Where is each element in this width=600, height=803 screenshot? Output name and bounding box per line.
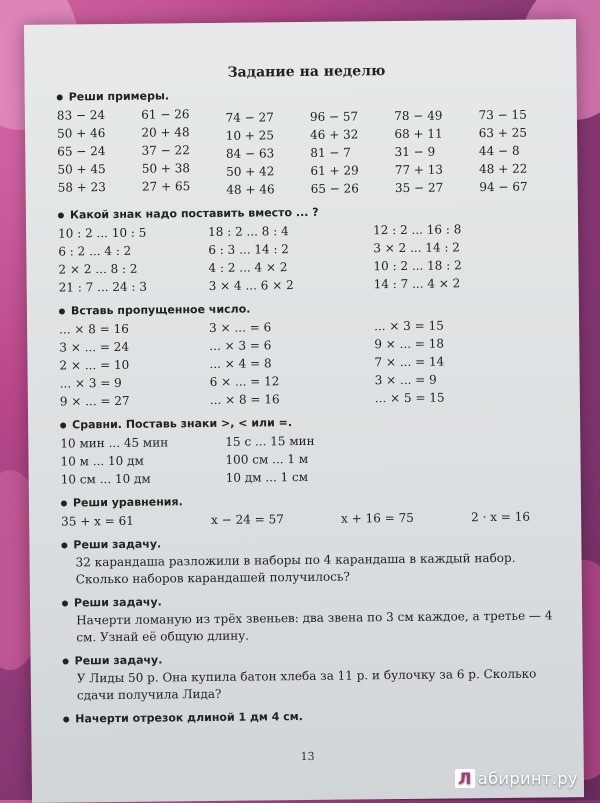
equations-row xyxy=(61,507,561,530)
watermark-logo xyxy=(455,769,578,788)
equation: ... × 3 = 15 xyxy=(374,318,444,334)
equation: ... × 8 = 16 xyxy=(59,321,129,337)
equation: 6 × ... = 12 xyxy=(209,374,280,389)
example: 84 − 63 xyxy=(225,146,275,161)
unit-comparison: 10 мин ... 45 мин xyxy=(60,435,169,451)
bullet-icon xyxy=(59,308,65,314)
unit-comparison: 10 см ... 10 дм xyxy=(60,471,151,487)
example: 94 − 67 xyxy=(479,179,528,195)
equation: 35 + x = 61 xyxy=(61,513,134,529)
bullet-icon xyxy=(63,716,69,722)
equation: ... × 3 = 6 xyxy=(209,338,272,353)
equation: ... × 4 = 8 xyxy=(209,356,272,371)
section-heading: Какой знак надо поставить вместо ... ? xyxy=(69,205,319,222)
example: 27 + 65 xyxy=(141,179,191,194)
section-heading: Реши задачу. xyxy=(73,537,162,552)
section-task-change xyxy=(63,649,563,704)
section-compare-units xyxy=(60,413,561,488)
bullet-icon xyxy=(58,213,64,219)
bullet-icon xyxy=(62,600,68,606)
equation: 3 × ... = 6 xyxy=(209,320,272,335)
bullet-icon xyxy=(61,542,67,548)
example: 10 + 25 xyxy=(225,128,275,143)
logo-text: абиринт.ру xyxy=(477,769,578,788)
equation: 9 × ... = 18 xyxy=(374,336,445,352)
equation: ... × 5 = 15 xyxy=(374,390,445,406)
example: 63 + 25 xyxy=(478,125,528,141)
task-text: Начерти ломаную из трёх звеньев: два звена по 3 см каждое, а третье — 4 см. Узнай её общую длину. xyxy=(76,608,553,645)
example: 73 − 15 xyxy=(478,107,527,123)
comparison: 6 : 2 ... 4 : 2 xyxy=(58,243,132,259)
equation: 3 × ... = 9 xyxy=(374,372,437,388)
page-title: Задание на неделю xyxy=(227,63,386,81)
missing-number-grid xyxy=(59,315,560,410)
section-missing-number xyxy=(59,299,560,410)
section-heading: Реши уравнения. xyxy=(72,495,183,510)
section-task-polyline xyxy=(62,591,562,646)
unit-comparison: 10 дм ... 1 см xyxy=(225,469,309,485)
comparison: 3 × 2 ... 14 : 2 xyxy=(373,240,460,256)
example: 81 − 7 xyxy=(310,145,351,160)
example: 20 + 48 xyxy=(141,125,190,140)
examples-grid xyxy=(57,101,558,200)
equation: 2 · x = 16 xyxy=(471,509,531,525)
example: 74 − 27 xyxy=(225,110,274,125)
example: 65 − 24 xyxy=(57,144,106,159)
comparison: 12 : 2 ... 16 : 8 xyxy=(373,222,462,238)
comparison: 10 : 2 ... 18 : 2 xyxy=(373,258,462,274)
section-signs xyxy=(58,203,559,296)
comparison: 2 × 2 ... 8 : 2 xyxy=(58,261,138,277)
example: 37 − 22 xyxy=(141,143,190,158)
equation: 2 × ... = 10 xyxy=(59,357,130,373)
example: 96 − 57 xyxy=(309,109,359,124)
example: 50 + 46 xyxy=(57,126,106,141)
equation: x − 24 = 57 xyxy=(211,512,284,527)
comparison: 6 : 3 ... 14 : 2 xyxy=(208,242,289,257)
section-heading: Начерти отрезок длиной 1 дм 4 см. xyxy=(75,710,303,726)
comparison: 3 × 4 ... 6 × 2 xyxy=(208,278,294,293)
unit-comparison: 100 см ... 1 м xyxy=(225,451,309,467)
example: 83 − 24 xyxy=(56,108,106,123)
equation: 9 × ... = 27 xyxy=(59,393,130,409)
equation: x + 16 = 75 xyxy=(341,510,414,526)
workbook-page xyxy=(24,19,584,803)
example: 50 + 38 xyxy=(141,161,191,176)
logo-mark: Л xyxy=(455,769,475,788)
example: 68 + 11 xyxy=(394,126,443,142)
example: 65 − 26 xyxy=(310,181,359,196)
bullet-icon xyxy=(63,658,69,664)
example: 31 − 9 xyxy=(394,144,436,160)
example: 44 − 8 xyxy=(478,143,520,159)
example: 77 + 13 xyxy=(394,162,444,178)
section-heading: Сравни. Поставь знаки >, < или =. xyxy=(72,416,293,432)
example: 58 + 23 xyxy=(57,180,106,195)
unit-comparison: 15 с ... 15 мин xyxy=(225,433,315,449)
section-draw-segment xyxy=(63,707,563,725)
section-heading: Вставь пропущенное число. xyxy=(70,302,251,318)
equation: 3 × ... = 24 xyxy=(59,339,130,355)
equation: ... × 3 = 9 xyxy=(59,375,122,391)
example: 46 + 32 xyxy=(310,127,359,142)
section-heading: Реши примеры. xyxy=(68,89,170,104)
section-heading: Реши задачу. xyxy=(74,653,163,668)
bullet-icon xyxy=(57,95,63,101)
section-heading: Реши задачу. xyxy=(73,595,162,610)
example: 61 + 29 xyxy=(310,163,359,178)
task-text: У Лиды 50 р. Она купила батон хлеба за 11 р. и булочку за 6 р. Сколько сдачи получила Лида? xyxy=(76,666,537,703)
bullet-icon xyxy=(61,500,67,506)
example: 50 + 45 xyxy=(57,162,106,177)
task-text: 32 карандаша разложили в наборы по 4 карандаша в каждый набор. Сколько наборов карандашей получилось? xyxy=(75,550,516,587)
compare-units-grid xyxy=(60,429,561,488)
equation: 7 × ... = 14 xyxy=(374,354,445,370)
example: 61 − 26 xyxy=(141,107,190,122)
example: 50 + 42 xyxy=(226,164,275,179)
bullet-icon xyxy=(60,422,66,428)
page-number: 13 xyxy=(300,749,315,764)
comparison: 4 : 2 ... 4 × 2 xyxy=(208,260,288,275)
example: 78 − 49 xyxy=(394,108,443,124)
signs-grid xyxy=(58,219,559,296)
section-examples xyxy=(57,85,558,200)
example: 48 + 22 xyxy=(479,161,528,177)
section-task-pencils xyxy=(61,533,561,588)
comparison: 10 : 2 ... 10 : 5 xyxy=(58,225,147,241)
example: 48 + 46 xyxy=(226,182,275,197)
comparison: 18 : 2 ... 8 : 4 xyxy=(208,224,289,239)
unit-comparison: 10 м ... 10 дм xyxy=(60,453,144,469)
comparison: 14 : 7 ... 4 × 2 xyxy=(373,276,461,292)
comparison: 21 : 7 ... 24 : 3 xyxy=(58,279,147,295)
example: 35 − 27 xyxy=(394,180,444,196)
section-equations xyxy=(61,491,561,530)
equation: ... × 8 = 16 xyxy=(209,392,280,407)
